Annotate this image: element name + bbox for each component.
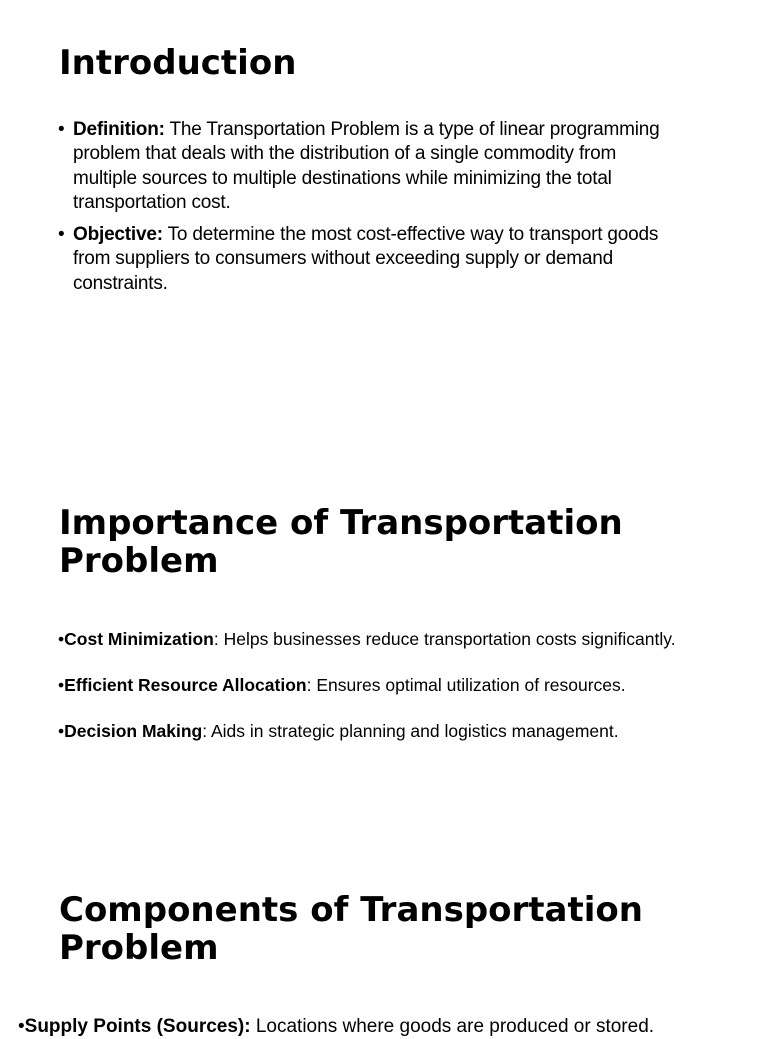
bullet-marker: • bbox=[58, 675, 65, 695]
bullet-list bbox=[58, 628, 758, 766]
list-item bbox=[58, 223, 678, 296]
item-text: : Ensures optimal utilization of resources. bbox=[306, 675, 626, 695]
objective-text: To determine the most cost-effective way to transport goods from suppliers to consumers without exceeding supply or demand constraints. bbox=[73, 224, 659, 294]
definition-text: The Transportation Problem is a type of linear programming problem that deals with the distribution of a single commodity from multiple sources to multiple destinations while minimizing the total transportation cost. bbox=[73, 119, 660, 213]
objective-term: Objective: bbox=[73, 224, 163, 246]
bullet-marker: • bbox=[58, 224, 65, 246]
list-item-partial bbox=[0, 1015, 768, 1039]
item-text: : Helps businesses reduce transportation costs significantly. bbox=[213, 629, 676, 649]
heading-line: Problem bbox=[59, 541, 219, 581]
bullet-marker: • bbox=[58, 629, 65, 649]
bullet-marker: • bbox=[58, 721, 65, 741]
item-term: Supply Points (Sources): bbox=[24, 1016, 251, 1037]
item-text: Locations where goods are produced or stored. bbox=[250, 1016, 655, 1037]
slide-heading: Introduction bbox=[59, 43, 297, 83]
item-text: : Aids in strategic planning and logistics management. bbox=[202, 721, 619, 741]
list-item bbox=[58, 118, 678, 215]
item-term: Cost Minimization bbox=[64, 629, 214, 649]
bullet-marker: • bbox=[18, 1016, 25, 1037]
bullet-list bbox=[58, 118, 678, 304]
slide-heading bbox=[59, 504, 623, 580]
definition-term: Definition: bbox=[73, 119, 165, 140]
heading-line: Importance of Transportation bbox=[59, 503, 623, 543]
heading-line: Components of Transportation bbox=[59, 890, 643, 930]
bullet-marker: • bbox=[58, 119, 65, 140]
slide-heading bbox=[59, 891, 643, 967]
list-item bbox=[58, 628, 758, 651]
list-item bbox=[58, 720, 758, 743]
list-item bbox=[58, 674, 758, 697]
item-term: Decision Making bbox=[64, 721, 203, 741]
item-term: Efficient Resource Allocation bbox=[64, 675, 307, 695]
heading-line: Problem bbox=[59, 928, 219, 968]
